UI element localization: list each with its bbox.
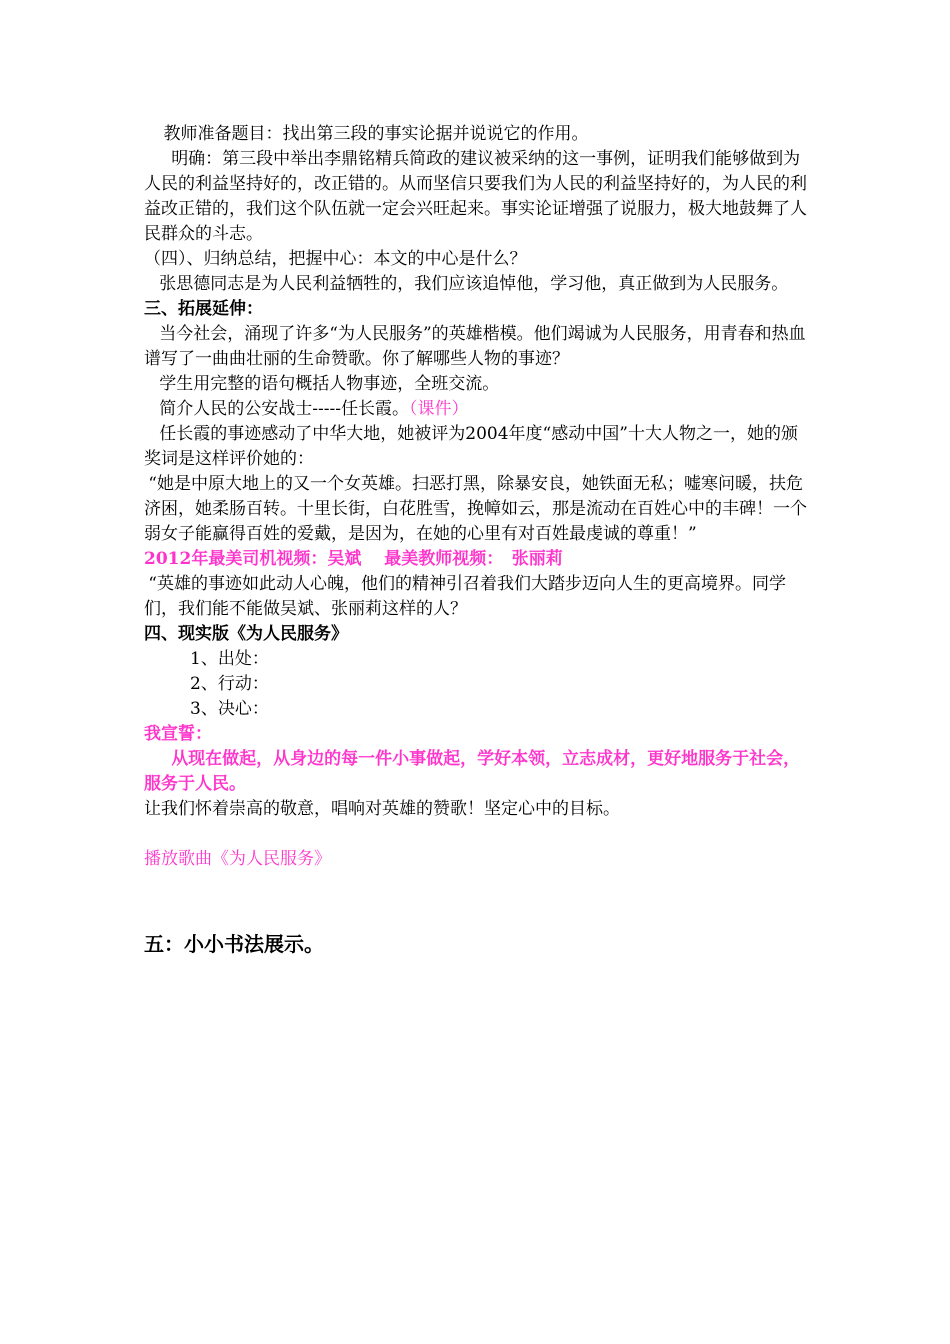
paragraph-heroes-intro: 当今社会，涌现了许多“为人民服务”的英雄楷模。他们竭诚为人民服务，用青春和热血谱写了一曲曲壮丽的生命赞歌。你了解哪些人物的事迹？ [144,324,806,369]
oath-title: 我宣誓： [144,724,212,744]
spacer [144,822,808,847]
paragraph-closing: 让我们怀着崇高的敬意，唱响对英雄的赞歌！坚定心中的目标。 [144,799,620,819]
list-item-resolve: 3、决心： [190,699,269,719]
document-page [144,122,808,958]
paragraph-summary-answer: 张思德同志是为人民利益牺牲的，我们应该追悼他，学习他，真正做到为人民服务。 [159,274,789,294]
paragraph-hero-intro [144,397,808,422]
song-line: 播放歌曲《为人民服务》 [144,849,331,869]
heading-section-four: 四、现实版《为人民服务》 [144,624,348,644]
paragraph-task: 教师准备题目：找出第三段的事实论据并说说它的作用。 [163,124,589,144]
oath-text: 从现在做起，从身边的每一件小事做起，学好本领，立志成材，更好地服务于社会，服务于人民。 [144,749,801,794]
list-item-source: 1、出处： [190,649,269,669]
courseware-note: （课件） [409,399,469,419]
hero-intro-text: 简介人民的公安战士-----任长霞。 [159,399,410,419]
paragraph-answer: 明确：第三段中举出李鼎铭精兵简政的建议被采纳的这一事例，证明我们能够做到为人民的利益坚持好的，改正错的。从而坚信只要我们为人民的利益坚持好的，为人民的利益改正错的，我们这个队伍就一定会兴旺起来。事实论证增强了说服力，极大地鼓舞了人民群众的斗志。 [144,149,807,244]
paragraph-hero-award: 任长霞的事迹感动了中华大地，她被评为2004年度“感动中国”十大人物之一，她的颁奖词是这样评价她的： [144,424,798,469]
paragraph-student-activity: 学生用完整的语句概括人物事迹，全班交流。 [159,374,500,394]
paragraph-award-citation: “她是中原大地上的又一个女英雄。扫恶打黑，除暴安良，她铁面无私；嘘寒问暖，扶危济困，她柔肠百转。十里长街，白花胜雪，挽幛如云，那是流动在百姓心中的丰碑！一个弱女子能赢得百姓的爱戴，是因为，在她的心里有对百姓最虔诚的尊重！” [144,474,807,544]
heading-section-three: 三、拓展延伸： [144,299,263,319]
list-item-action: 2、行动： [190,674,269,694]
heading-section-five: 五：小小书法展示。 [144,932,324,956]
paragraph-heroes-spirit: “英雄的事迹如此动人心魄，他们的精神引召着我们大踏步迈向人生的更高境界。同学们，我们能不能做吴斌、张丽莉这样的人？ [144,574,786,619]
videos-line: 2012年最美司机视频：吴斌 最美教师视频： 张丽莉 [144,549,563,569]
paragraph-summary-question: （四）、归纳总结，把握中心：本文的中心是什么？ [144,249,527,269]
spacer [144,872,808,922]
